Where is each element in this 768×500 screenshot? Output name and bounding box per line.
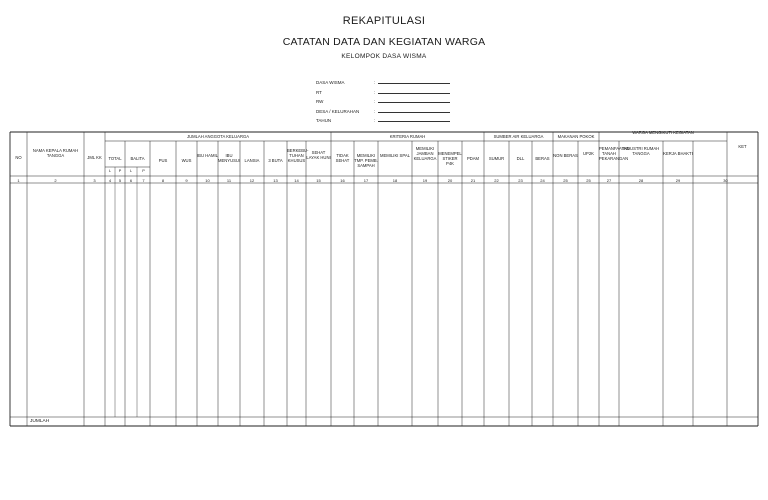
col-header-pus: PUS [158,158,168,163]
col-header-l: L [129,169,133,173]
col-header-ibu-hamil: IBU HAMIL [197,153,218,158]
column-number: 10 [205,177,210,183]
column-number: 30 [723,177,728,183]
group-header-makanan: MAKANAN POKOK [557,134,595,139]
col-header-memiliki-spal: MEMILIKI SPAL [380,153,410,158]
column-number: 17 [363,177,369,183]
col-header-dll: DLL [516,156,525,161]
identity-label: DASA WISMA [316,80,345,85]
group-header-sumber-air: SUMBER AIR KELUARGA [493,134,544,139]
column-number: 5 [118,177,122,183]
column-number: 13 [273,177,278,183]
identity-row-tahun: TAHUN : [316,116,376,126]
col-header-beras: BERAS [535,156,550,161]
identity-label: RT [316,89,322,95]
identity-row-rw: RW : [316,97,376,107]
group-header-warga: WARGA MENGIKUTI KEGIATAN [632,130,694,135]
page-subtitle: CATATAN DATA DAN KEGIATAN WARGA [282,36,486,48]
identity-row-dasa-wisma: DASA WISMA : [316,78,376,88]
col-header-sehat: SEHAT LAYAK HUNI [306,150,331,161]
col-header-sumur: SUMUR [488,156,505,161]
col-header-p: P [118,169,122,173]
column-number: 20 [447,177,453,183]
col-header-p: P [142,169,145,173]
column-number: 12 [249,177,255,183]
footer-jumlah: JUMLAH [30,419,50,424]
column-number: 4 [108,177,112,183]
col-header-berkebutuhan: BERKEBU-TUHAN KHUSUS [287,148,309,164]
column-number: 2 [54,177,57,183]
column-number: 3 [93,177,96,183]
col-header-ket: KET [738,144,747,149]
col-header-balita: BALITA [130,156,145,161]
column-number: 6 [129,177,133,183]
col-header-kerja-bakti: KERJA BHAKTI [663,151,693,156]
column-number: 1 [17,177,20,183]
col-header-buta: 3 BUTA [268,158,283,163]
column-number: 18 [392,177,398,183]
column-number: 7 [142,177,145,183]
col-header-l: L [108,169,112,173]
column-number: 28 [638,177,644,183]
column-number: 16 [340,177,345,183]
column-number: 27 [606,177,612,183]
column-number: 23 [518,177,523,183]
col-header-nama: NAMA KEPALA RUMAH TANGGA [32,148,79,159]
group-title: KELOMPOK DASA WISMA [341,53,427,60]
column-number: 8 [161,177,165,183]
col-header-industri: INDUSTRI RUMAH TANGGA [622,146,660,157]
col-header-up2k: UP2K [583,151,594,156]
identity-label: DESA / KELURAHAN [316,108,360,114]
col-header-pemanfaatan: PEMANFAATAN TANAH PEKARANGAN [599,146,630,162]
col-header-stiker: MENEMPEL STIKER P4K [438,151,462,167]
column-number: 11 [226,177,232,183]
col-header-total: TOTAL [108,156,122,161]
column-number: 21 [470,177,476,183]
col-header-wus: WUS [181,158,192,163]
col-header-tidak-sehat: TIDAK SEHAT [335,153,350,164]
page-title: REKAPITULASI [342,15,426,27]
column-number: 24 [540,177,545,183]
column-number: 25 [563,177,568,183]
col-header-non-beras: NON BERAS [553,153,578,158]
group-header-kriteria: KRITERIA RUMAH [389,134,426,139]
col-header-jml-kk: JML KK [87,155,102,160]
column-number: 9 [185,177,188,183]
column-number: 29 [675,177,681,183]
column-number: 25 [586,177,591,183]
col-header-memiliki-jamban: MEMILIKI JAMBAN KELUARGA [413,146,437,162]
column-number: 14 [294,177,299,183]
identity-row-rt: RT : [316,88,376,98]
identity-label: TAHUN [316,118,332,124]
identity-row-desa: DESA / KELURAHAN : [316,107,376,117]
column-number: 19 [422,177,428,183]
column-number: 22 [494,177,499,183]
col-header-lansia: LANSIA [244,158,260,163]
col-header-no: NO [15,155,22,160]
col-header-ibu-menyusui: IBU MENYUSUI [218,153,241,164]
col-header-pdam: PDAM [466,156,480,161]
column-number: 15 [316,177,321,183]
group-header-anggota: JUMLAH ANGGOTA KELUARGA [186,134,250,139]
col-header-memiliki-tmp: MEMILIKI TMP. PEMB. SAMPAH [354,153,378,169]
identity-label: RW [316,99,324,105]
